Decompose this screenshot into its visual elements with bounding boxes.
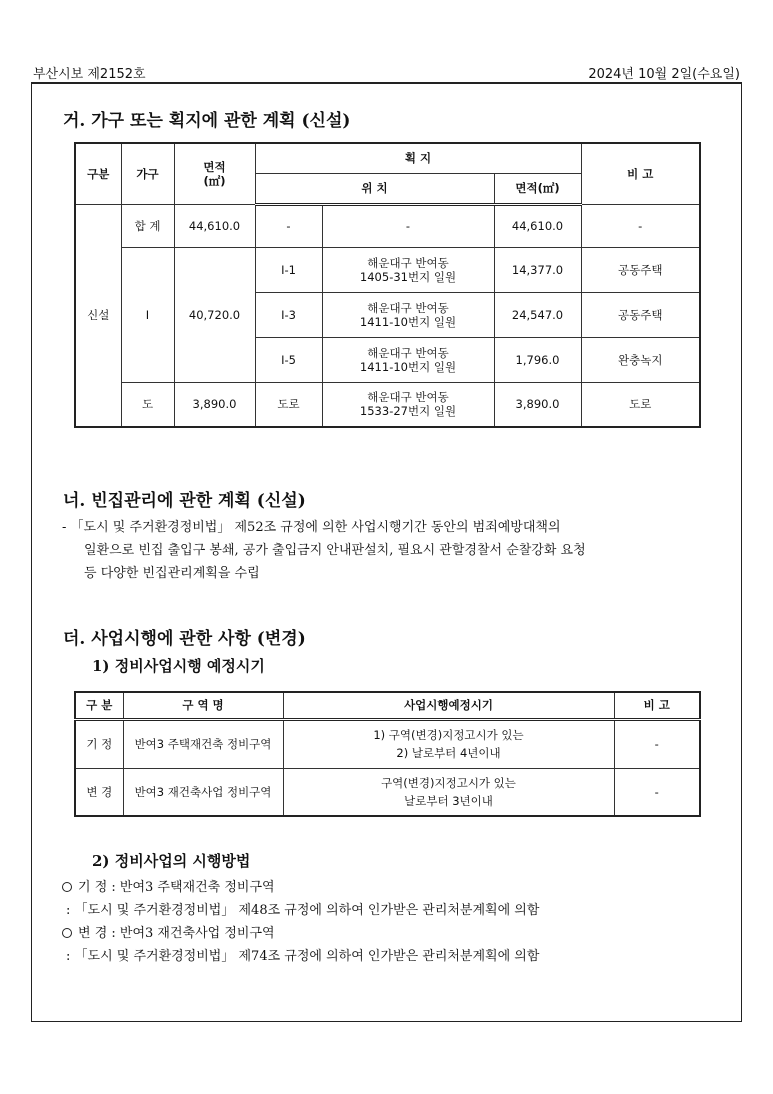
loc-line: 1405-31번지 일원 xyxy=(359,269,457,284)
cell: 3,890.0 xyxy=(174,382,255,427)
cell: Ⅰ xyxy=(121,247,174,382)
section-title-block-plan: 거. 가구 또는 획지에 관한 계획 (신설) xyxy=(63,111,351,131)
cell: 44,610.0 xyxy=(174,204,255,247)
para-line: 등 다양한 빈집관리계획을 수립 xyxy=(84,566,260,581)
cell: 3,890.0 xyxy=(494,382,581,427)
cell: Ⅰ-5 xyxy=(255,337,322,382)
cell xyxy=(283,768,614,816)
cell: 40,720.0 xyxy=(174,247,255,382)
item-head: 변 경 : 반여3 재건축사업 정비구역 xyxy=(78,926,275,941)
table-row-road xyxy=(75,382,700,427)
loc-line: 1411-10번지 일원 xyxy=(359,359,457,374)
list-item xyxy=(62,876,539,899)
cell: 1,796.0 xyxy=(494,337,581,382)
cell: - xyxy=(614,768,700,816)
subsection-schedule: 1) 정비사업시행 예정시기 xyxy=(92,657,265,675)
table-row xyxy=(75,768,700,816)
cell: - xyxy=(322,204,494,247)
loc-line: 해운대구 반여동 xyxy=(367,390,449,405)
list-item-body: : 「도시 및 주거환경정비법」 제48조 규정에 의하여 인가받은 관리처분계획에 의함 xyxy=(66,903,540,918)
section-title-vacant-house: 너. 빈집관리에 관한 계획 (신설) xyxy=(63,491,306,511)
loc-line: 1533-27번지 일원 xyxy=(359,404,457,419)
circle-bullet-icon xyxy=(62,928,72,938)
period-line: 2) 날로부터 4년이내 xyxy=(396,746,501,760)
col-lot-area: 면적(㎡) xyxy=(494,173,581,204)
cell: 기 정 xyxy=(75,719,123,768)
cell: - xyxy=(255,204,322,247)
cell: 도로 xyxy=(255,382,322,427)
loc-line: 해운대구 반여동 xyxy=(367,300,449,315)
type-cell: 신설 xyxy=(75,204,121,427)
vacant-house-paragraph xyxy=(62,516,586,585)
cell: 합 계 xyxy=(121,204,174,247)
col-hoekji: 획 지 xyxy=(255,143,581,173)
loc-line: 해운대구 반여동 xyxy=(367,345,449,360)
subsection-method: 2) 정비사업의 시행방법 xyxy=(92,852,251,870)
col-remark: 비 고 xyxy=(581,143,700,204)
period-line: 날로부터 3년이내 xyxy=(404,793,493,808)
table-row xyxy=(75,247,700,292)
cell xyxy=(322,247,494,292)
cell xyxy=(322,337,494,382)
cell: 완충녹지 xyxy=(581,337,700,382)
period-line: 구역(변경)지정고시가 있는 xyxy=(381,775,516,790)
col-gagu: 가구 xyxy=(121,143,174,204)
para-line: - 「도시 및 주거환경정비법」 제52조 규정에 의한 사업시행기간 동안의 범죄예방대책의 xyxy=(62,520,561,535)
bulletin-date: 2024년 10월 2일(수요일) xyxy=(588,67,740,82)
cell: 도로 xyxy=(581,382,700,427)
col-period: 사업시행예정시기 xyxy=(283,692,614,719)
cell: 14,377.0 xyxy=(494,247,581,292)
col-area: 면적 (㎡) xyxy=(174,143,255,204)
method-list xyxy=(62,876,539,968)
col-remark: 비 고 xyxy=(614,692,700,719)
cell: 공동주택 xyxy=(581,247,700,292)
block-plan-table xyxy=(74,142,701,428)
loc-line: 해운대구 반여동 xyxy=(367,255,449,270)
bulletin-issue: 부산시보 제2152호 xyxy=(33,67,146,82)
cell: - xyxy=(581,204,700,247)
cell: 공동주택 xyxy=(581,292,700,337)
table-row-total xyxy=(75,204,700,247)
para-line: 일환으로 빈집 출입구 봉쇄, 공가 출입금지 안내판설치, 필요시 관할경찰서 순찰강화 요청 xyxy=(84,543,586,558)
schedule-table xyxy=(74,691,701,817)
cell: 반여3 주택재건축 정비구역 xyxy=(123,719,283,768)
col-location: 위 치 xyxy=(255,173,494,204)
section-title-project: 더. 사업시행에 관한 사항 (변경) xyxy=(63,629,306,649)
table-row xyxy=(75,719,700,768)
cell: Ⅰ-3 xyxy=(255,292,322,337)
cell xyxy=(322,292,494,337)
col-zone: 구 역 명 xyxy=(123,692,283,719)
cell xyxy=(322,382,494,427)
cell: 도 xyxy=(121,382,174,427)
list-item xyxy=(62,922,539,945)
cell: 44,610.0 xyxy=(494,204,581,247)
circle-bullet-icon xyxy=(62,882,72,892)
cell: 변 경 xyxy=(75,768,123,816)
col-gubun: 구분 xyxy=(75,143,121,204)
cell: 24,547.0 xyxy=(494,292,581,337)
list-item-body: : 「도시 및 주거환경정비법」 제74조 규정에 의하여 인가받은 관리처분계획에 의함 xyxy=(66,949,540,964)
cell xyxy=(283,719,614,768)
col-gubun: 구 분 xyxy=(75,692,123,719)
cell: 반여3 재건축사업 정비구역 xyxy=(123,768,283,816)
cell: - xyxy=(614,719,700,768)
cell: Ⅰ-1 xyxy=(255,247,322,292)
period-line: 1) 구역(변경)지정고시가 있는 xyxy=(373,728,524,742)
item-head: 기 정 : 반여3 주택재건축 정비구역 xyxy=(78,880,275,895)
loc-line: 1411-10번지 일원 xyxy=(359,314,457,329)
